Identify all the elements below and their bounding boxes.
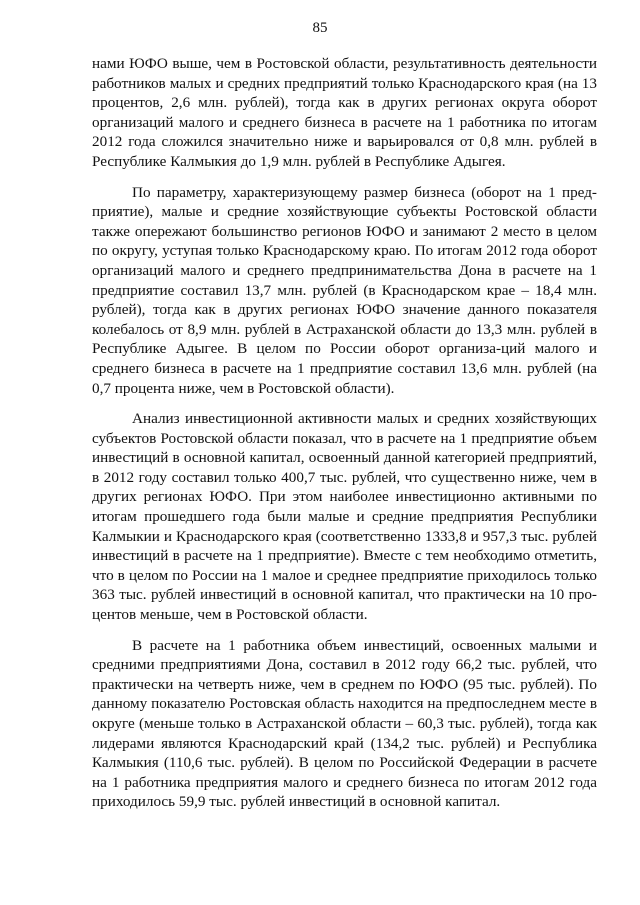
paragraph-investment-per-worker: В расчете на 1 работника объем инвестиций, освоенных малыми и средними предприятиями Дона, составил в 2012 году 66,2 тыс. рублей, что практически на четверть ниже, чем в среднем по ЮФО (95 тыс. рублей). По данному показателю Ростовская область находится на предпоследнем месте в округе (меньше только в Астраханской области – 60,3 тыс. рублей), тогда как лидерами являются Краснодарский край (134,2 тыс. рублей) и Республика Калмыкия (110,6 тыс. рублей). В целом по Российской Федерации в расчете на 1 работника предприятия малого и среднего бизнеса по итогам 2012 года приходилось 59,9 тыс. рублей инвестиций в основной капитал. xyxy=(92,636,597,811)
paragraph-continuation: нами ЮФО выше, чем в Ростовской области, результативность деятельности работников малых и средних предприятий только Краснодарского края (на 13 процентов, 2,6 млн. рублей), тогда как в других регионах округа оборот организаций малого и среднего бизнеса в расчете на 1 работника по итогам 2012 года сложился значительно ниже и варьировался от 0,8 млн. рублей в Республике Калмыкия до 1,9 млн. рублей в Республике Адыгея. xyxy=(92,55,597,170)
document-body xyxy=(92,54,597,823)
paragraph-business-size: По параметру, характеризующему размер бизнеса (оборот на 1 пред-приятие), малые и средние хозяйствующие субъекты Ростовской области также опережают большинство регионов ЮФО и занимают 2 место в целом по округу, уступая только Краснодарскому краю. По итогам 2012 года оборот организаций малого и среднего предпринимательства Дона в расчете на 1 предприятие составил 13,7 млн. рублей (в Краснодарском крае – 18,4 млн. рублей), тогда как в других регионах ЮФО значение данного показателя колебалось от 8,9 млн. рублей в Астраханской области до 13,3 млн. рублей в Республике Адыгее. В целом по России оборот организа-ций малого и среднего бизнеса в расчете на 1 предприятие составил 13,6 млн. рублей (на 0,7 процента ниже, чем в Ростовской области). xyxy=(92,183,597,397)
paragraph-investment-activity: Анализ инвестиционной активности малых и средних хозяйствующих субъектов Ростовской области показал, что в расчете на 1 предприятие объем инвестиций в основной капитал, освоенный данной категорией предприятий, в 2012 году составил только 400,7 тыс. рублей, что существенно ниже, чем в других регионах ЮФО. При этом наиболее инвестиционно активными по итогам прошедшего года были малые и средние предприятия Республики Калмыкии и Краснодарского края (соответственно 1333,8 и 957,3 тыс. рублей инвестиций в расчете на 1 предприятие). Вместе с тем необходимо отметить, что в целом по России на 1 малое и среднее предприятие приходилось только 363 тыс. рублей инвестиций в основной капитал, что практически на 10 про-центов меньше, чем в Ростовской области. xyxy=(92,410,597,624)
page-number: 85 xyxy=(312,20,328,36)
